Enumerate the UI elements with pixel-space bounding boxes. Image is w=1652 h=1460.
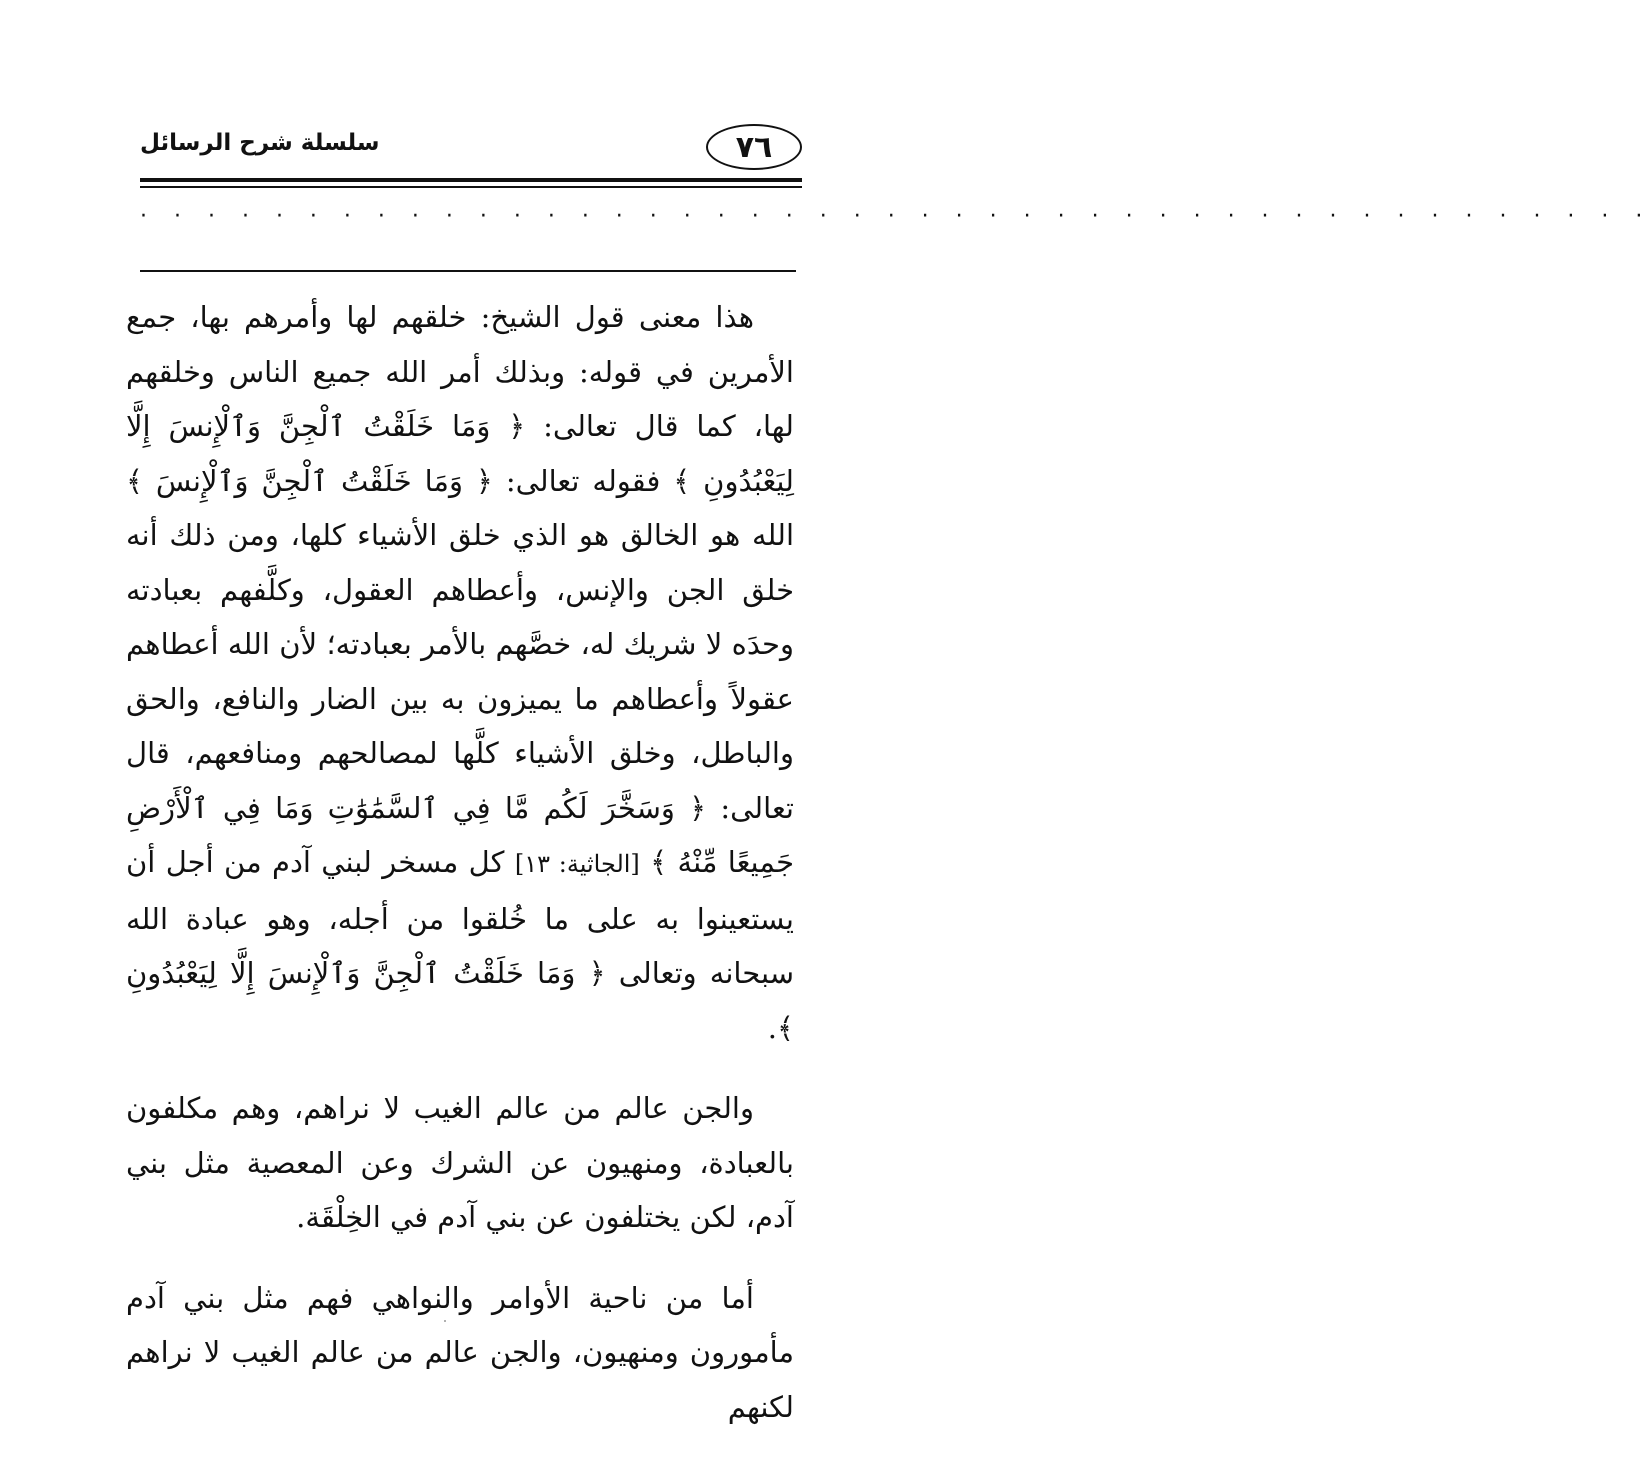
page-number-badge: [706, 124, 802, 170]
paragraph-1-text-5: .: [767, 1010, 777, 1045]
margin-mark: [444, 1320, 446, 1322]
paragraph-1: [126, 290, 794, 1055]
body-text: [126, 290, 794, 1460]
paragraph-1-text-1: هذا معنى قول الشيخ: خلقهم لها وأمرهم بها، جمع الأمرين في قوله: وبذلك أمر الله جميع الناس وخلقهم لها، كما قال تعالى:: [126, 300, 795, 443]
section-rule: [140, 270, 796, 272]
paragraph-1-text-2: فقوله تعالى:: [505, 463, 661, 498]
dotted-separator: · · · · · · · · · · · · · · · · · · · · · · · · · · · · · · · · · · · · · · · · · · · · ·: [140, 204, 1652, 229]
header-rule-thick: [140, 178, 802, 182]
paragraph-3: أما من ناحية الأوامر والنواهي فهم مثل بني آدم مأمورون ومنهيون، والجن عالم من عالم الغيب لا نراهم لكنهم: [126, 1280, 794, 1424]
page-header: [140, 118, 802, 178]
quran-verse-1: ﴿ وَمَا خَلَقْتُ ٱلْجِنَّ وَٱلْإِنسَ إِلَّا لِيَعْبُدُونِ ﴾: [126, 409, 795, 498]
quran-verse-3: ﴿ وَسَخَّرَ لَكُم مَّا فِي ٱلسَّمَٰوَٰتِ وَمَا فِي ٱلْأَرْضِ جَمِيعًا مِّنْهُ ﴾: [126, 790, 795, 879]
verse-reference: [الجاثية: ١٣]: [514, 850, 640, 878]
paragraph-1-text-3: الله هو الخالق هو الذي خلق الأشياء كلها، ومن ذلك أنه خلق الجن والإنس، وأعطاهم العقول، وكلَّفهم بعبادته وحدَه لا شريك له، خصَّهم بالأمر بعبادته؛ لأن الله أعطاهم عقولاً وأعطاهم ما يميزون به بين الضار والنافع، والحق والباطل، وخلق الأشياء كلَّها لمصالحهم ومنافعهم، قال تعالى:: [126, 518, 795, 825]
quran-verse-4: ﴿ وَمَا خَلَقْتُ ٱلْجِنَّ وَٱلْإِنسَ إِلَّا لِيَعْبُدُونِ ﴾: [126, 956, 794, 1045]
paragraph-2: والجن عالم من عالم الغيب لا نراهم، وهم مكلفون بالعبادة، ومنهيون عن الشرك وعن المعصية مثل بني آدم، لكن يختلفون عن بني آدم في الخِلْقَة.: [126, 1091, 794, 1234]
paragraph-1-text-4: كل مسخر لبني آدم من أجل أن يستعينوا به على ما خُلقوا من أجله، وهو عبادة الله سبحانه وتعالى: [126, 845, 795, 990]
series-title: سلسلة شرح الرسائل: [140, 130, 380, 156]
quran-verse-2: ﴿ وَمَا خَلَقْتُ ٱلْجِنَّ وَٱلْإِنسَ ﴾: [126, 463, 493, 498]
header-rule-thin: [140, 186, 802, 188]
page-number: ٧٦: [735, 129, 773, 165]
